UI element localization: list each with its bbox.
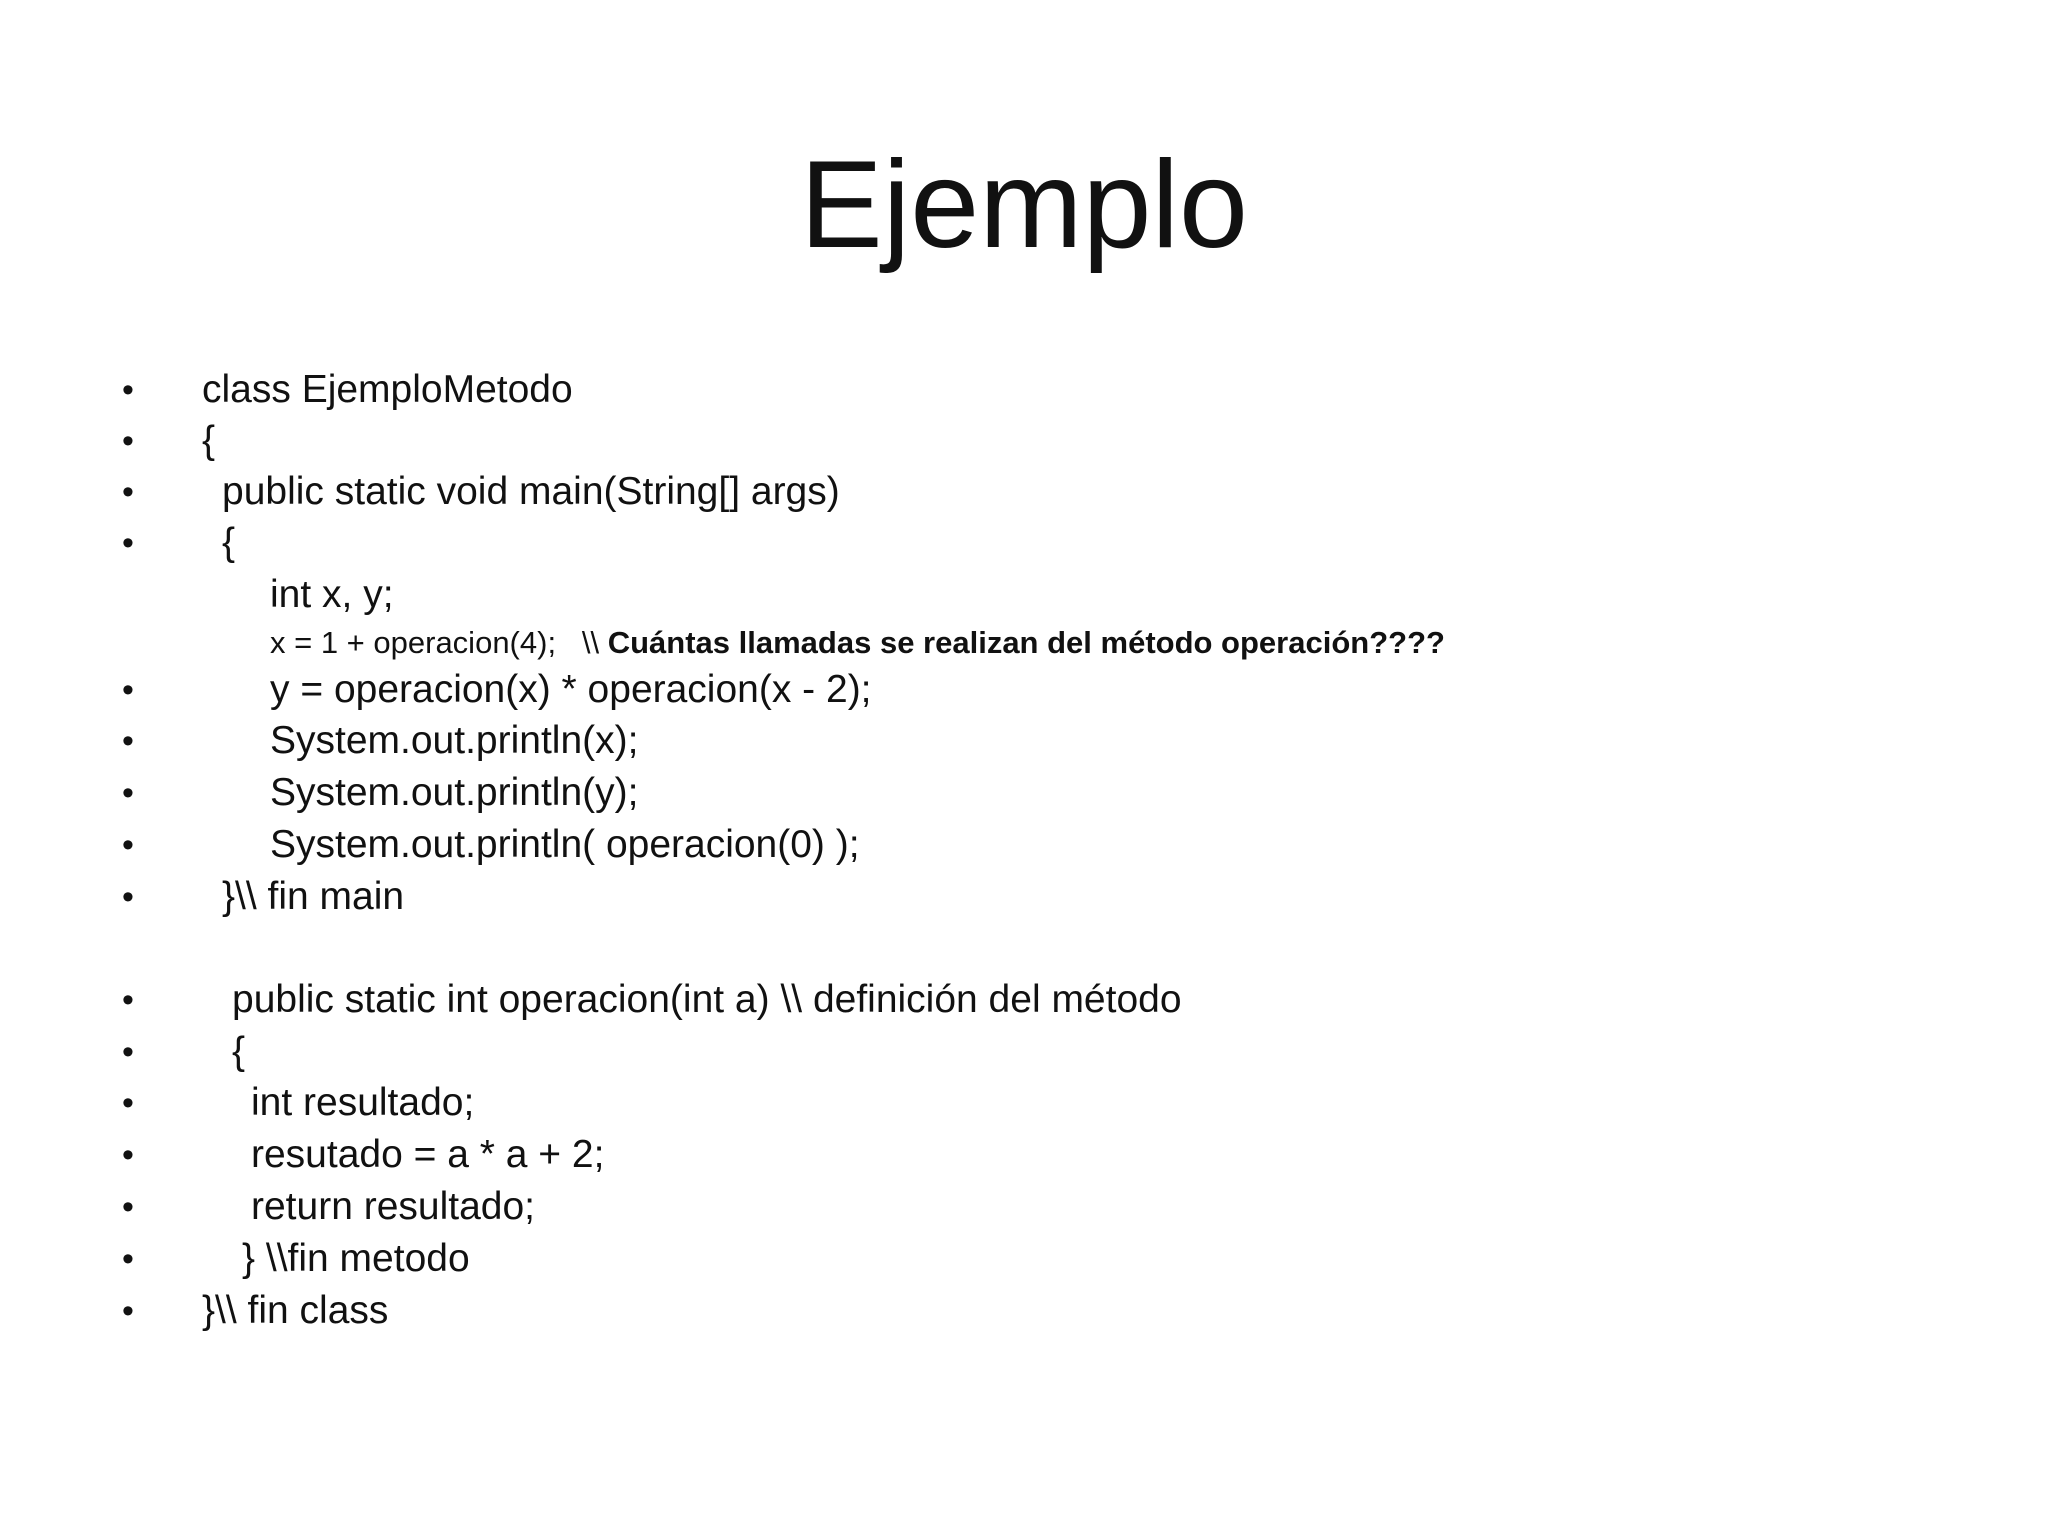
list-item: [0, 618, 2048, 668]
list-item: [0, 1078, 2048, 1128]
list-item: [0, 518, 2048, 568]
code-line: }\\ fin class: [202, 1289, 389, 1332]
bullet-marker: •: [122, 671, 134, 709]
list-item: [0, 1182, 2048, 1232]
list-item: [0, 1130, 2048, 1180]
list-item: [0, 872, 2048, 922]
code-line: [270, 618, 1445, 668]
bullet-marker: •: [122, 1084, 134, 1122]
bullet-marker: •: [122, 722, 134, 760]
code-line: {: [222, 521, 236, 564]
bullet-marker: •: [122, 473, 134, 511]
bullet-marker: •: [122, 774, 134, 812]
code-line: System.out.println(x);: [270, 719, 639, 762]
question-text: Cuántas llamadas se realizan del método operación????: [607, 625, 1445, 660]
bullet-marker: •: [122, 524, 134, 562]
code-line: y = operacion(x) * operacion(x - 2);: [270, 668, 872, 711]
bullet-marker: •: [122, 1292, 134, 1330]
list-item: [0, 467, 2048, 517]
bullet-marker: •: [122, 1188, 134, 1226]
code-line: resutado = a * a + 2;: [251, 1133, 605, 1176]
list-item: [0, 570, 2048, 620]
bullet-marker: •: [122, 981, 134, 1019]
list-item: [0, 1234, 2048, 1284]
list-item: [0, 975, 2048, 1025]
list-item: [0, 820, 2048, 870]
bullet-marker: •: [122, 371, 134, 409]
bullet-marker: •: [122, 1136, 134, 1174]
bullet-marker: •: [122, 1240, 134, 1278]
code-line: public static int operacion(int a) \\ definición del método: [232, 978, 1182, 1021]
code-line: }\\ fin main: [222, 875, 405, 918]
code-line: System.out.println( operacion(0) );: [270, 823, 860, 866]
code-line: return resultado;: [251, 1185, 535, 1228]
code-line: public static void main(String[] args): [222, 470, 840, 513]
code-line: } \\fin metodo: [242, 1237, 470, 1280]
code-line: System.out.println(y);: [270, 771, 639, 814]
code-line: class EjemploMetodo: [202, 368, 573, 411]
list-item: [0, 1027, 2048, 1077]
code-line: int resultado;: [251, 1081, 475, 1124]
bullet-marker: •: [122, 1033, 134, 1071]
list-item: [0, 665, 2048, 715]
code-line: int x, y;: [270, 573, 394, 616]
bullet-marker: •: [122, 826, 134, 864]
code-line: {: [232, 1030, 246, 1073]
code-text: x = 1 + operacion(4); \\: [270, 625, 608, 660]
list-item: [0, 716, 2048, 766]
bullet-marker: •: [122, 422, 134, 460]
slide-title: Ejemplo: [800, 136, 1248, 274]
code-line: {: [202, 419, 216, 462]
list-item: [0, 365, 2048, 415]
list-item: [0, 416, 2048, 466]
list-item: [0, 1286, 2048, 1336]
list-item: [0, 768, 2048, 818]
bullet-marker: •: [122, 878, 134, 916]
